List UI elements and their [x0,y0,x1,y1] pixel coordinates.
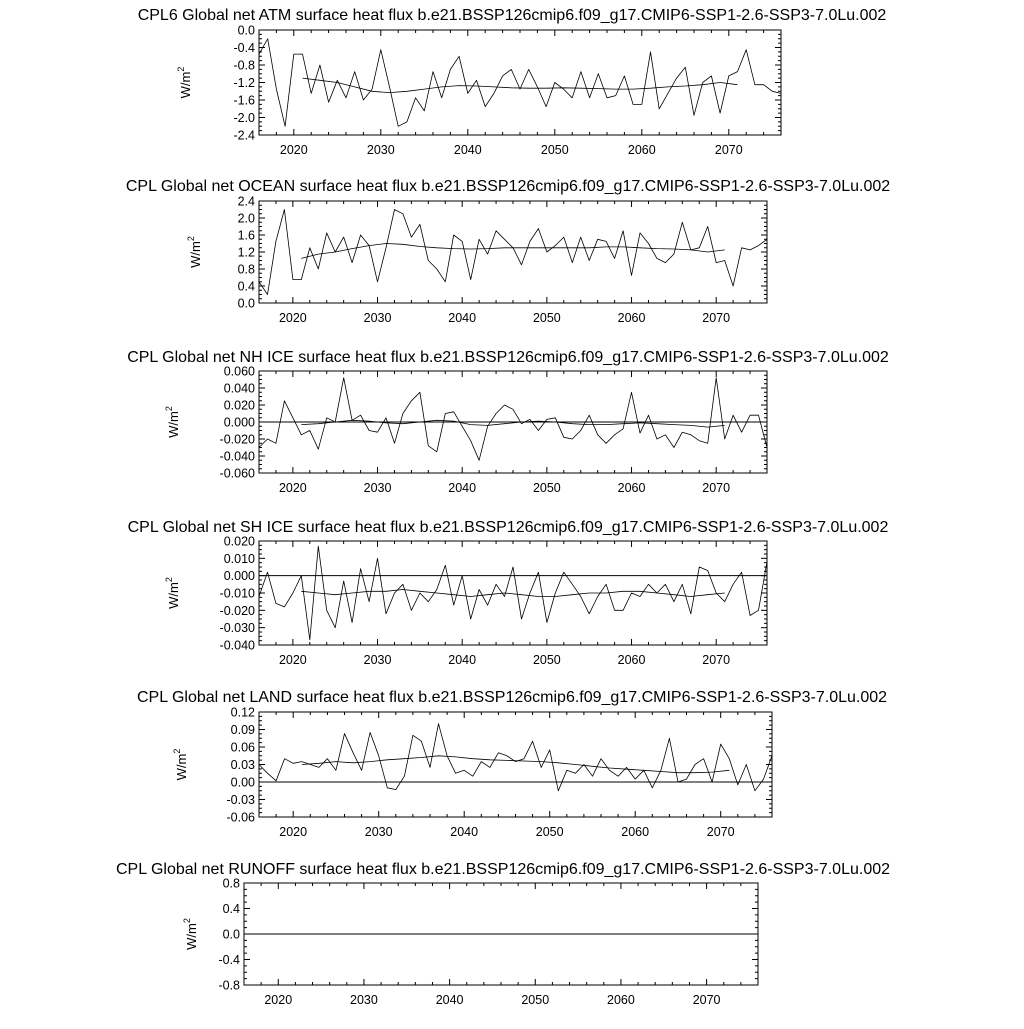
y-tick-label: -0.8 [233,58,255,73]
chart-title: CPL Global net LAND surface heat flux b.e21.BSSP126cmip6.f09_g17.CMIP6-SSP1-2.6-SSP3-7.0Lu.002 [136,689,888,706]
chart-panel [126,178,890,325]
y-tick-label: -2.4 [233,128,255,143]
x-tick-label: 2060 [617,653,646,667]
y-tick-label: -0.030 [219,621,255,636]
plot-frame [259,541,767,645]
y-tick-label: 0.8 [237,262,255,277]
y-tick-label: 0.8 [222,876,240,891]
y-axis-unit-exponent: 2 [164,406,174,412]
x-tick-label: 2020 [264,993,293,1007]
x-tick-label: 2020 [278,311,307,325]
y-tick-label: -0.020 [219,432,255,447]
chart-panel [137,689,887,839]
x-tick-label: 2060 [617,311,646,325]
x-tick-label: 2040 [453,143,482,157]
y-tick-label: -0.03 [226,793,255,807]
annual-series-line [259,546,767,640]
y-tick-label: 0.000 [223,415,255,430]
running-mean-line [301,590,724,597]
y-tick-label: 0.09 [230,723,255,737]
y-tick-label: 0.040 [223,381,255,396]
running-mean-line [301,244,724,259]
y-axis-unit: W/m [166,582,181,609]
annual-series-line [259,724,772,791]
chart-panel [116,861,890,1007]
y-axis-title [186,236,203,268]
chart-panel [138,7,887,157]
x-tick-label: 2020 [278,481,307,495]
y-axis-unit-exponent: 2 [172,748,182,754]
y-tick-label: -0.8 [218,978,240,993]
x-tick-label: 2050 [521,993,550,1007]
y-tick-label: 0.00 [230,775,255,790]
x-tick-label: 2060 [627,143,656,157]
y-tick-label: 1.2 [237,245,255,260]
y-axis-title [182,918,199,950]
x-tick-label: 2060 [617,481,646,495]
y-tick-label: -0.040 [219,449,255,464]
x-tick-label: 2020 [279,825,308,839]
y-tick-label: 0.4 [222,902,240,916]
x-tick-label: 2050 [532,481,561,495]
x-tick-label: 2070 [692,993,721,1007]
x-tick-label: 2040 [435,993,464,1007]
x-tick-label: 2070 [702,481,731,495]
y-tick-label: -0.4 [233,41,255,55]
y-tick-label: 0.12 [230,705,255,720]
y-axis-unit: W/m [178,71,193,99]
y-axis-unit: W/m [174,753,189,781]
x-tick-label: 2030 [366,143,395,157]
y-tick-label: 0.020 [223,398,255,413]
y-tick-label: -0.06 [226,810,255,825]
x-tick-label: 2030 [363,481,392,495]
y-tick-label: 0.4 [237,279,255,294]
x-tick-label: 2020 [278,653,307,667]
y-tick-label: 0.0 [222,927,240,942]
running-mean-line [301,420,724,427]
y-axis-unit-exponent: 2 [176,66,186,72]
x-tick-label: 2030 [363,653,392,667]
x-tick-label: 2050 [535,825,564,839]
y-tick-label: 2.4 [237,194,255,209]
y-tick-label: -0.010 [219,586,255,601]
x-tick-label: 2020 [279,143,308,157]
x-tick-label: 2070 [714,143,743,157]
y-tick-label: -1.2 [233,76,255,90]
y-tick-label: 0.03 [230,758,255,772]
y-tick-label: -0.040 [219,638,255,653]
chart-panel [128,519,889,667]
y-axis-unit-exponent: 2 [186,236,196,242]
y-tick-label: 0.0 [237,23,255,38]
x-tick-label: 2060 [607,993,635,1007]
y-tick-label: -1.6 [233,93,255,108]
y-tick-label: -2.0 [233,111,255,125]
y-tick-label: 0.060 [223,364,255,379]
chart-title: CPL Global net NH ICE surface heat flux b.e21.BSSP126cmip6.f09_g17.CMIP6-SSP1-2.6-SSP3-7.0Lu.002 [127,349,889,366]
y-tick-label: 0.010 [223,551,255,566]
annual-series-line [259,378,767,461]
x-tick-label: 2030 [350,993,378,1007]
y-axis-unit-exponent: 2 [182,918,192,924]
y-tick-label: 0.000 [223,569,255,584]
y-tick-label: 1.6 [237,228,255,243]
y-axis-unit-exponent: 2 [164,577,174,583]
x-tick-label: 2040 [448,653,477,667]
y-axis-title [164,577,181,609]
x-tick-label: 2060 [621,825,650,839]
y-tick-label: 0.020 [223,534,255,549]
chart-title: CPL Global net SH ICE surface heat flux b.e21.BSSP126cmip6.f09_g17.CMIP6-SSP1-2.6-SSP3-7.0Lu.002 [127,519,889,536]
chart-title: CPL6 Global net ATM surface heat flux b.e21.BSSP126cmip6.f09_g17.CMIP6-SSP1-2.6-SSP3-7.0Lu.002 [137,7,887,24]
chart-panel [127,349,889,495]
y-axis-unit: W/m [166,411,181,438]
x-tick-label: 2050 [532,653,561,667]
x-tick-label: 2040 [450,825,479,839]
x-tick-label: 2070 [702,311,731,325]
x-tick-label: 2050 [540,143,569,157]
x-tick-label: 2070 [702,653,731,667]
x-tick-label: 2030 [364,825,393,839]
x-tick-label: 2040 [448,311,477,325]
x-tick-label: 2030 [363,311,392,325]
y-axis-title [172,749,189,781]
y-tick-label: 0.06 [230,740,255,755]
y-tick-label: -0.4 [218,953,240,967]
y-tick-label: 0.0 [237,296,255,311]
x-tick-label: 2070 [706,825,735,839]
x-tick-label: 2040 [448,481,477,495]
y-tick-label: -0.020 [219,603,255,618]
y-axis-unit: W/m [184,923,199,950]
y-axis-title [176,67,193,99]
y-tick-label: 2.0 [237,211,255,226]
y-axis-unit: W/m [188,241,203,268]
y-axis-title [164,406,181,438]
chart-title: CPL Global net OCEAN surface heat flux b.e21.BSSP126cmip6.f09_g17.CMIP6-SSP1-2.6-SSP3-7.0Lu.002 [125,178,891,195]
chart-title: CPL Global net RUNOFF surface heat flux b.e21.BSSP126cmip6.f09_g17.CMIP6-SSP1-2.6-SSP3-7.0Lu.002 [115,861,891,878]
y-tick-label: -0.060 [219,466,255,481]
running-mean-line [302,756,730,773]
x-tick-label: 2050 [532,311,561,325]
